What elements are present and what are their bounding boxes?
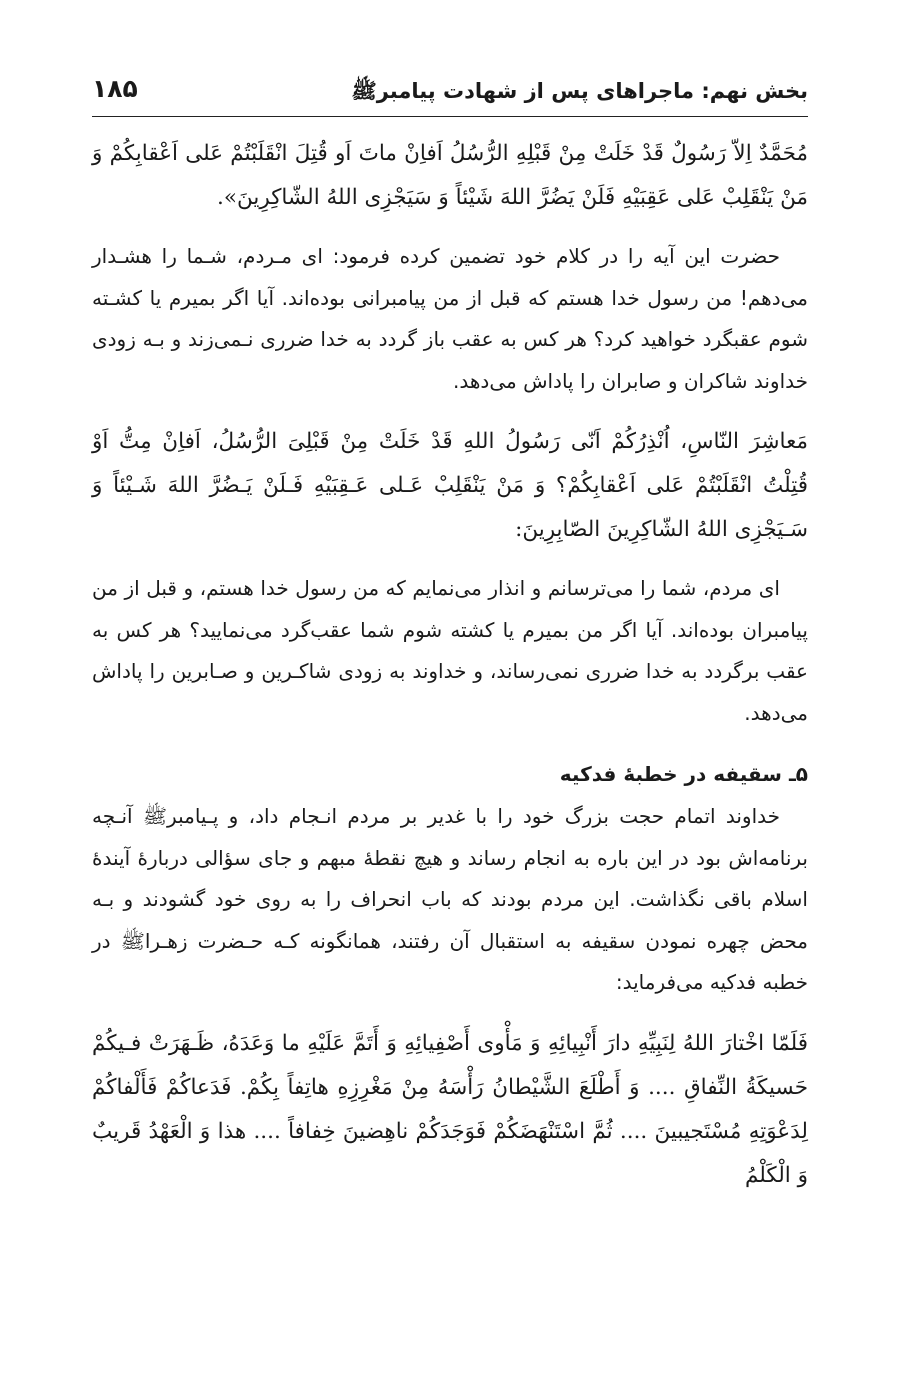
paragraph-fadakiyya-intro: خداوند اتمام حجت بزرگ خود را با غدیر بر مردم انـجام داد، و پـیامبرﷺ آنـچه برنامه‌اش بود در این باره به انجام رساند و هیچ نقطهٔ مبهم و جای سؤالی دربارهٔ آیندهٔ اسلام باقی نگذاشت. این مردم بودند که باب انحراف را به روی خود گشودند و بـه محض چهره نمودن سقیفه به استقبال آن رفتند، همانگونه کـه حـضرت زهـراﷺ در خطبه فدکیه می‌فرماید: xyxy=(92,804,808,994)
page-number: ۱۸۵ xyxy=(92,74,138,103)
quran-verse: مُحَمَّدٌ اِلاّ رَسُولٌ قَدْ خَلَتْ مِنْ قَبْلِهِ الرُّسُلُ اَفاِنْ ماتَ اَو قُتِلَ انْقَلَبْتُمْ عَلی اَعْقابِکُمْ وَ مَنْ یَنْقَلِبْ عَلی عَقِبَیْهِ فَلَنْ یَضُرَّ اللهَ شَیْئاً وَ سَیَجْزِی اللهُ الشّاکِرِینَ». xyxy=(92,141,808,210)
sermon-quote: فَلَمّا اخْتارَ اللهُ لِنَبِیِّهِ دارَ أَنْبِیائِهِ وَ مَأْوی أَصْفِیائِهِ وَ أَتَمَّ عَلَیْهِ ما وَعَدَهُ، ظَـهَرَتْ فـیکُمْ حَسیکَةُ النِّفاقِ .... وَ أَطْلَعَ الشَّیْطانُ رَأْسَهُ مِنْ مَغْرِزِهِ هاتِفاً بِکُمْ. فَدَعاکُمْ فَأَلْفاکُمْ لِدَعْوَتِهِ مُسْتَجیبینَ .... ثُمَّ اسْتَنْهَضَکُمْ فَوَجَدَکُمْ ناهِضینَ خِفافاً .... هذا وَ الْعَهْدُ قَریبٌ وَ الْکَلْمُ xyxy=(92,1030,808,1188)
running-title: بخش نهم: ماجراهای پس از شهادت پیامبرﷺ xyxy=(351,79,808,103)
page-content xyxy=(92,132,808,1214)
hadith-quote: مَعاشِرَ النّاسِ، اُنْذِرُکُمْ اَنّی رَسُولُ اللهِ قَدْ خَلَتْ مِنْ قَبْلِیَ الرُّسُلُ، اَفاِنْ مِتُّ اَوْ قُتِلْتُ انْقَلَبْتُمْ عَلی اَعْقابِکُمْ؟ وَ مَنْ یَنْقَلِبْ عَـلی عَـقِبَیْهِ فَـلَنْ یَـضُرَّ اللهَ شَـیْئاً وَ سَـیَجْزِی اللهُ الشّاکِرِینَ الصّابِرِینَ: xyxy=(92,429,808,542)
paragraph-translation-2: ای مردم، شما را می‌ترسانم و انذار می‌نمایم که من رسول خدا هستم، و قبل از من پیامبران بوده‌اند. آیا اگر من بمیرم یا کشته شوم شما عقب‌گرد می‌نمایید؟ هر کس به عقب برگردد به خدا ضرری نمی‌رساند، و خداوند به زودی شاکـرین و صـابرین را پاداش می‌دهد. xyxy=(92,576,808,725)
section-heading: ۵ـ سقیفه در خطبهٔ فدکیه xyxy=(559,762,808,786)
paragraph-translation-1: حضرت این آیه را در کلام خود تضمین کرده فرمود: ای مـردم، شـما را هشـدار می‌دهم! من رسول خدا هستم که قبل از من پیامبرانی بوده‌اند. آیا اگر بمیرم یا کشـته شوم عقبگرد خواهید کرد؟ هر کس به عقب باز گردد به خدا ضرری نـمی‌زند و بـه زودی خداوند شاکران و صابران را پاداش می‌دهد. xyxy=(92,244,808,393)
page-header xyxy=(92,60,808,117)
